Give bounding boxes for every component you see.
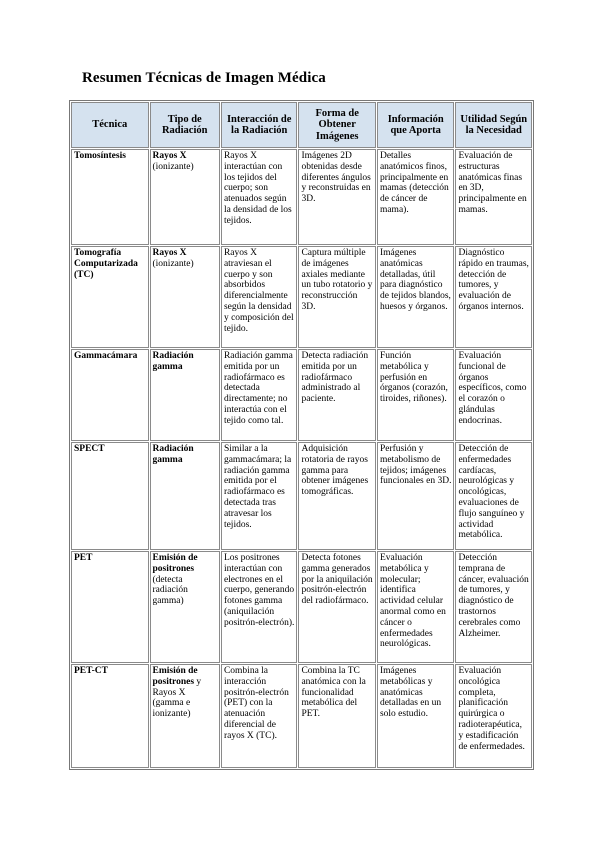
cell-tipo-bold: Rayos X [152,151,187,161]
cell-tecnica: Tomosíntesis [71,149,149,245]
cell-tipo [150,246,220,348]
cell-forma: Detecta fotones gamma generados por la aniquilación positrón-electrón del radiofármaco. [298,551,376,663]
header-utilidad: Utilidad Según la Necesidad [455,102,532,148]
table-row [71,442,532,550]
cell-tipo [150,551,220,663]
cell-forma: Combina la TC anatómica con la funcionalidad metabólica del PET. [298,664,376,768]
cell-informacion: Evaluación metabólica y molecular; identifica actividad celular anormal como en cáncer o enfermedades neurológicas. [377,551,455,663]
cell-tipo-bold: Rayos X [152,248,187,258]
summary-table [69,100,534,770]
header-tipo-radiacion: Tipo de Radiación [150,102,220,148]
cell-forma: Adquisición rotatoria de rayos gamma para obtener imágenes tomográficas. [298,442,376,550]
cell-informacion: Imágenes anatómicas detalladas, útil para diagnóstico de tejidos blandos, huesos y órganos. [377,246,455,348]
cell-utilidad: Evaluación funcional de órganos específicos, como el corazón o glándulas endocrinas. [455,349,532,441]
cell-interaccion: Rayos X atraviesan el cuerpo y son absorbidos diferencialmente según la densidad y composición del tejido. [221,246,298,348]
table-row [71,149,532,245]
cell-utilidad: Evaluación oncológica completa, planificación quirúrgica o radioterapéutica, y estadificación de enfermedades. [455,664,532,768]
cell-tipo [150,664,220,768]
cell-utilidad: Detección temprana de cáncer, evaluación de tumores, y diagnóstico de trastornos cerebrales como Alzheimer. [455,551,532,663]
cell-utilidad: Detección de enfermedades cardíacas, neurológicas y oncológicas, evaluaciones de flujo sanguíneo y actividad metabólica. [455,442,532,550]
cell-tecnica: Gammacámara [71,349,149,441]
cell-forma: Captura múltiple de imágenes axiales mediante un tubo rotatorio y reconstrucción 3D. [298,246,376,348]
summary-table-container [69,100,534,770]
cell-informacion: Imágenes metabólicas y anatómicas detalladas en un solo estudio. [377,664,455,768]
page-title: Resumen Técnicas de Imagen Médica [82,70,326,86]
cell-tipo [150,349,220,441]
cell-tipo-rest: (detecta radiación gamma) [152,574,188,607]
header-interaccion: Interacción de la Radiación [221,102,298,148]
table-row [71,551,532,663]
cell-tipo-bold: Radiación gamma [152,444,194,465]
cell-interaccion: Radiación gamma emitida por un radiofármaco es detectada directamente; no interactúa con el tejido como tal. [221,349,298,441]
cell-interaccion: Rayos X interactúan con los tejidos del cuerpo; son atenuados según la densidad de los tejidos. [221,149,298,245]
cell-utilidad: Evaluación de estructuras anatómicas finas en 3D, principalmente en mamas. [455,149,532,245]
cell-utilidad: Diagnóstico rápido en traumas, detección de tumores, y evaluación de órganos internos. [455,246,532,348]
cell-informacion: Detalles anatómicos finos, principalmente en mamas (detección de cáncer de mama). [377,149,455,245]
cell-tipo [150,442,220,550]
cell-tecnica: Tomografía Computarizada (TC) [71,246,149,348]
table-row [71,246,532,348]
cell-tecnica: PET [71,551,149,663]
header-tecnica: Técnica [71,102,149,148]
cell-informacion: Perfusión y metabolismo de tejidos; imágenes funcionales en 3D. [377,442,455,550]
cell-tipo-rest: (ionizante) [152,258,194,269]
cell-interaccion: Similar a la gammacámara; la radiación gamma emitida por el radiofármaco es detectada tras atravesar los tejidos. [221,442,298,550]
cell-tipo-bold: Radiación gamma [152,351,194,372]
cell-forma: Imágenes 2D obtenidas desde diferentes ángulos y reconstruidas en 3D. [298,149,376,245]
header-informacion: Información que Aporta [377,102,455,148]
table-header-row [71,102,532,148]
cell-tipo-bold: Emisión de positrones [152,553,198,574]
cell-tipo [150,149,220,245]
cell-tecnica: PET-CT [71,664,149,768]
cell-forma: Detecta radiación emitida por un radiofármaco administrado al paciente. [298,349,376,441]
cell-tecnica: SPECT [71,442,149,550]
cell-tipo-bold: Emisión de positrones [152,666,198,687]
header-forma-obtener: Forma de Obtener Imágenes [298,102,376,148]
table-row [71,664,532,768]
cell-tipo-rest: y Rayos X (gamma e ionizante) [152,676,202,720]
cell-interaccion: Los positrones interactúan con electrones en el cuerpo, generando fotones gamma (aniquilación positrón-electrón). [221,551,298,663]
cell-informacion: Función metabólica y perfusión en órganos (corazón, tiroides, riñones). [377,349,455,441]
cell-interaccion: Combina la interacción positrón-electrón (PET) con la atenuación diferencial de rayos X (TC). [221,664,298,768]
cell-tipo-rest: (ionizante) [152,161,194,172]
table-row [71,349,532,441]
